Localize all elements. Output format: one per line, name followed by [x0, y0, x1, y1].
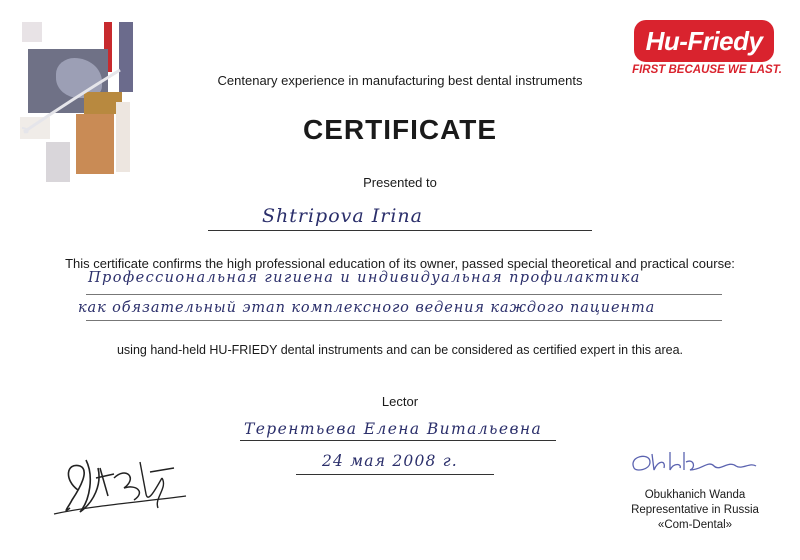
recipient-underline	[208, 230, 592, 231]
presented-to-label: Presented to	[363, 175, 437, 190]
course-underline-1	[86, 294, 722, 295]
certification-statement: using hand-held HU-FRIEDY dental instruments and can be considered as certified expert in this area.	[116, 343, 684, 357]
collage-tile	[22, 22, 42, 42]
course-line-1: Профессиональная гигиена и индивидуальная профилактика	[88, 270, 641, 286]
representative-name: Obukhanich Wanda	[644, 489, 746, 501]
lector-underline	[240, 440, 556, 441]
representative-company: «Com-Dental»	[657, 519, 733, 531]
representative-signature	[624, 446, 764, 486]
representative-role: Representative in Russia	[631, 504, 759, 516]
lector-label: Lector	[381, 394, 419, 409]
brand-slogan: FIRST BECAUSE WE LAST.	[632, 64, 782, 76]
hu-friedy-logo: Hu-Friedy	[634, 20, 774, 62]
tagline: Centenary experience in manufacturing best dental instruments	[217, 73, 583, 88]
recipient-name: Shtripova Irina	[262, 205, 423, 227]
confirmation-text: This certificate confirms the high professional education of its owner, passed special theoretical and practical course:	[65, 256, 735, 271]
date-underline	[296, 474, 494, 475]
lector-signature	[50, 448, 190, 520]
course-line-2: как обязательный этап комплексного ведения каждого пациента	[78, 300, 656, 316]
course-underline-2	[86, 320, 722, 321]
decorative-collage	[16, 22, 136, 192]
issue-date: 24 мая 2008 г.	[322, 452, 458, 470]
certificate-title: CERTIFICATE	[302, 114, 498, 145]
lector-name: Терентьева Елена Витальевна	[244, 420, 543, 438]
